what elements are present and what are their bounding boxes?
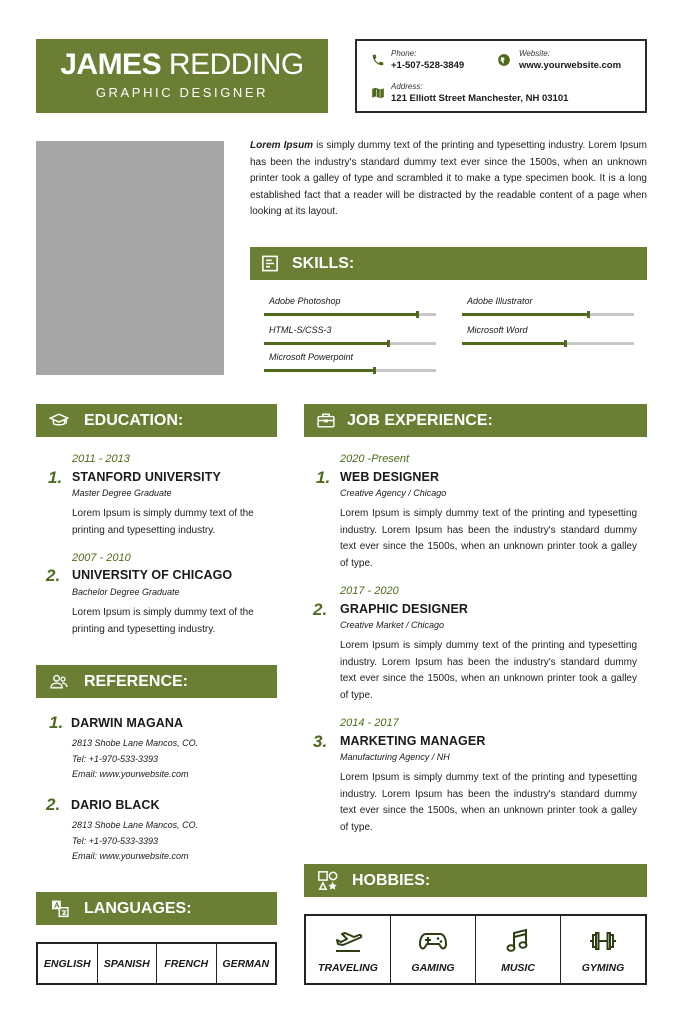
skill-level-fill	[264, 342, 388, 345]
ref-address: 2813 Shobe Lane Mancos, CO.	[72, 820, 199, 830]
job-number: 2.	[313, 600, 328, 619]
skill-level-marker	[373, 367, 376, 374]
hobby-label: GAMING	[411, 962, 455, 974]
experience-heading: JOB EXPERIENCE:	[347, 412, 493, 429]
job-number: 3.	[313, 732, 328, 751]
ref-email: Email: www.yourwebsite.com	[72, 851, 189, 861]
job-title-entry: WEB DESIGNER	[340, 470, 440, 484]
skill-label: HTML-S/CSS-3	[269, 325, 332, 335]
ref-name: DARIO BLACK	[71, 798, 160, 812]
languages-list	[36, 942, 277, 985]
skill-level-fill	[264, 369, 374, 372]
skills-header	[250, 247, 647, 280]
job-title: GRAPHIC DESIGNER	[95, 85, 269, 100]
job-description: Lorem Ipsum is simply dummy text of the printing and typesetting industry. Lorem Ipsum has been the industry's standard dummy text ever since the 1500s, when an unknown printer took a galley of type.	[340, 772, 637, 833]
hobby-item	[306, 916, 391, 983]
skill-track	[264, 369, 436, 372]
ref-number: 1.	[49, 713, 64, 732]
edu-degree: Bachelor Degree Graduate	[72, 587, 180, 597]
gamepad-icon	[418, 928, 448, 954]
skill-item	[269, 296, 441, 307]
phone-icon	[371, 53, 385, 67]
website-label: Website:	[519, 49, 550, 58]
skill-label: Adobe Photoshop	[269, 296, 341, 306]
reference-header	[36, 665, 277, 698]
people-icon	[49, 672, 69, 691]
skill-label: Microsoft Word	[467, 325, 528, 335]
profile-photo-placeholder	[36, 141, 224, 375]
job-description: Lorem Ipsum is simply dummy text of the printing and typesetting industry. Lorem Ipsum has been the industry's standard dummy text ever since the 1500s, when an unknown printer took a galley of type.	[340, 508, 637, 569]
job-number: 1.	[316, 468, 331, 487]
edu-title: STANFORD UNIVERSITY	[72, 470, 221, 484]
skill-label: Microsoft Powerpoint	[269, 352, 354, 362]
edu-description: Lorem Ipsum is simply dummy text of the printing and typesetting industry.	[72, 607, 254, 635]
skill-label: Adobe Illustrator	[467, 296, 533, 306]
languages-header	[36, 892, 277, 925]
last-name: REDDING	[168, 48, 304, 81]
name-banner	[36, 39, 328, 113]
hobby-item	[561, 916, 645, 983]
hobby-label: TRAVELING	[318, 962, 378, 974]
music-note-icon	[503, 928, 533, 954]
skill-track	[462, 313, 634, 316]
skill-item	[467, 325, 639, 336]
skills-heading: SKILLS:	[292, 255, 355, 272]
ref-tel: Tel: +1-970-533-3393	[72, 754, 158, 764]
job-date: 2014 - 2017	[340, 717, 399, 729]
dumbbell-icon	[588, 928, 618, 954]
education-header	[36, 404, 277, 437]
language-item: ENGLISH	[38, 944, 98, 983]
edu-date: 2011 - 2013	[72, 453, 130, 465]
ref-tel: Tel: +1-970-533-3393	[72, 836, 158, 846]
phone-value: +1-507-528-3849	[391, 60, 465, 71]
job-title-entry: MARKETING MANAGER	[340, 734, 486, 748]
intro-lead: Lorem Ipsum	[250, 140, 314, 151]
first-name: JAMES	[60, 48, 162, 81]
ref-address: 2813 Shobe Lane Mancos, CO.	[72, 738, 199, 748]
edu-date: 2007 - 2010	[72, 552, 131, 564]
contact-box	[355, 39, 647, 113]
job-company: Creative Agency / Chicago	[340, 488, 447, 498]
translate-icon	[50, 899, 70, 918]
hobby-item	[476, 916, 561, 983]
edu-degree: Master Degree Graduate	[72, 488, 172, 498]
ref-number: 2.	[46, 795, 61, 814]
skill-item	[269, 352, 441, 363]
ref-email: Email: www.yourwebsite.com	[72, 769, 189, 779]
hobbies-header	[304, 864, 647, 897]
hobby-label: MUSIC	[501, 962, 535, 974]
job-date: 2017 - 2020	[340, 585, 399, 597]
job-company: Creative Market / Chicago	[340, 620, 445, 630]
skill-item	[467, 296, 639, 307]
skill-level-fill	[462, 313, 588, 316]
hobbies-list	[304, 914, 647, 985]
language-item: SPANISH	[98, 944, 158, 983]
skill-track	[264, 342, 436, 345]
reference-heading: REFERENCE:	[84, 673, 189, 690]
address-value: 121 Elliott Street Manchester, NH 03101	[391, 93, 569, 104]
graduation-cap-icon	[49, 411, 69, 430]
phone-label: Phone:	[391, 49, 417, 58]
skill-level-fill	[462, 342, 565, 345]
map-icon	[371, 86, 385, 100]
skill-track	[264, 313, 436, 316]
skill-level-marker	[587, 311, 590, 318]
hobby-label: GYMING	[581, 962, 625, 974]
ref-name: DARWIN MAGANA	[71, 716, 184, 730]
skills-icon	[260, 254, 280, 273]
skill-track	[462, 342, 634, 345]
skill-level-marker	[416, 311, 419, 318]
language-item: GERMAN	[222, 957, 270, 970]
hobbies-heading: HOBBIES:	[352, 872, 431, 889]
edu-number: 1.	[48, 468, 63, 487]
job-date: 2020 -Present	[340, 453, 410, 465]
language-item: FRENCH	[157, 944, 217, 983]
edu-description: Lorem Ipsum is simply dummy text of the printing and typesetting industry.	[72, 508, 254, 536]
intro-paragraph	[250, 138, 647, 221]
briefcase-icon	[316, 411, 336, 430]
skill-level-marker	[564, 340, 567, 347]
languages-heading: LANGUAGES:	[84, 900, 192, 917]
skill-item	[269, 325, 441, 336]
experience-header	[304, 404, 647, 437]
job-title-entry: GRAPHIC DESIGNER	[340, 602, 469, 616]
skill-level-fill	[264, 313, 417, 316]
website-value: www.yourwebsite.com	[519, 60, 622, 71]
globe-icon	[497, 53, 511, 67]
skill-level-marker	[387, 340, 390, 347]
job-company: Manufacturing Agency / NH	[340, 752, 450, 762]
address-label: Address:	[391, 82, 423, 91]
full-name	[36, 47, 328, 83]
edu-title: UNIVERSITY OF CHICAGO	[72, 568, 233, 582]
airplane-icon	[333, 928, 363, 954]
intro-text: is simply dummy text of the printing and typesetting industry. Lorem Ipsum has been the industry's standard dummy text ever since the 1500s, when an unknown printer took a galley of type and scrambled it to make a type specimen book. It is a long established fact that a reader will be distracted by the readable content of a page when looking at its layout.	[250, 140, 647, 218]
job-description: Lorem Ipsum is simply dummy text of the printing and typesetting industry. Lorem Ipsum has been the industry's standard dummy text ever since the 1500s, when an unknown printer took a galley of type.	[340, 640, 637, 701]
edu-number: 2.	[46, 566, 61, 585]
hobbies-icon	[317, 870, 339, 892]
hobby-item	[391, 916, 476, 983]
education-heading: EDUCATION:	[84, 412, 184, 429]
